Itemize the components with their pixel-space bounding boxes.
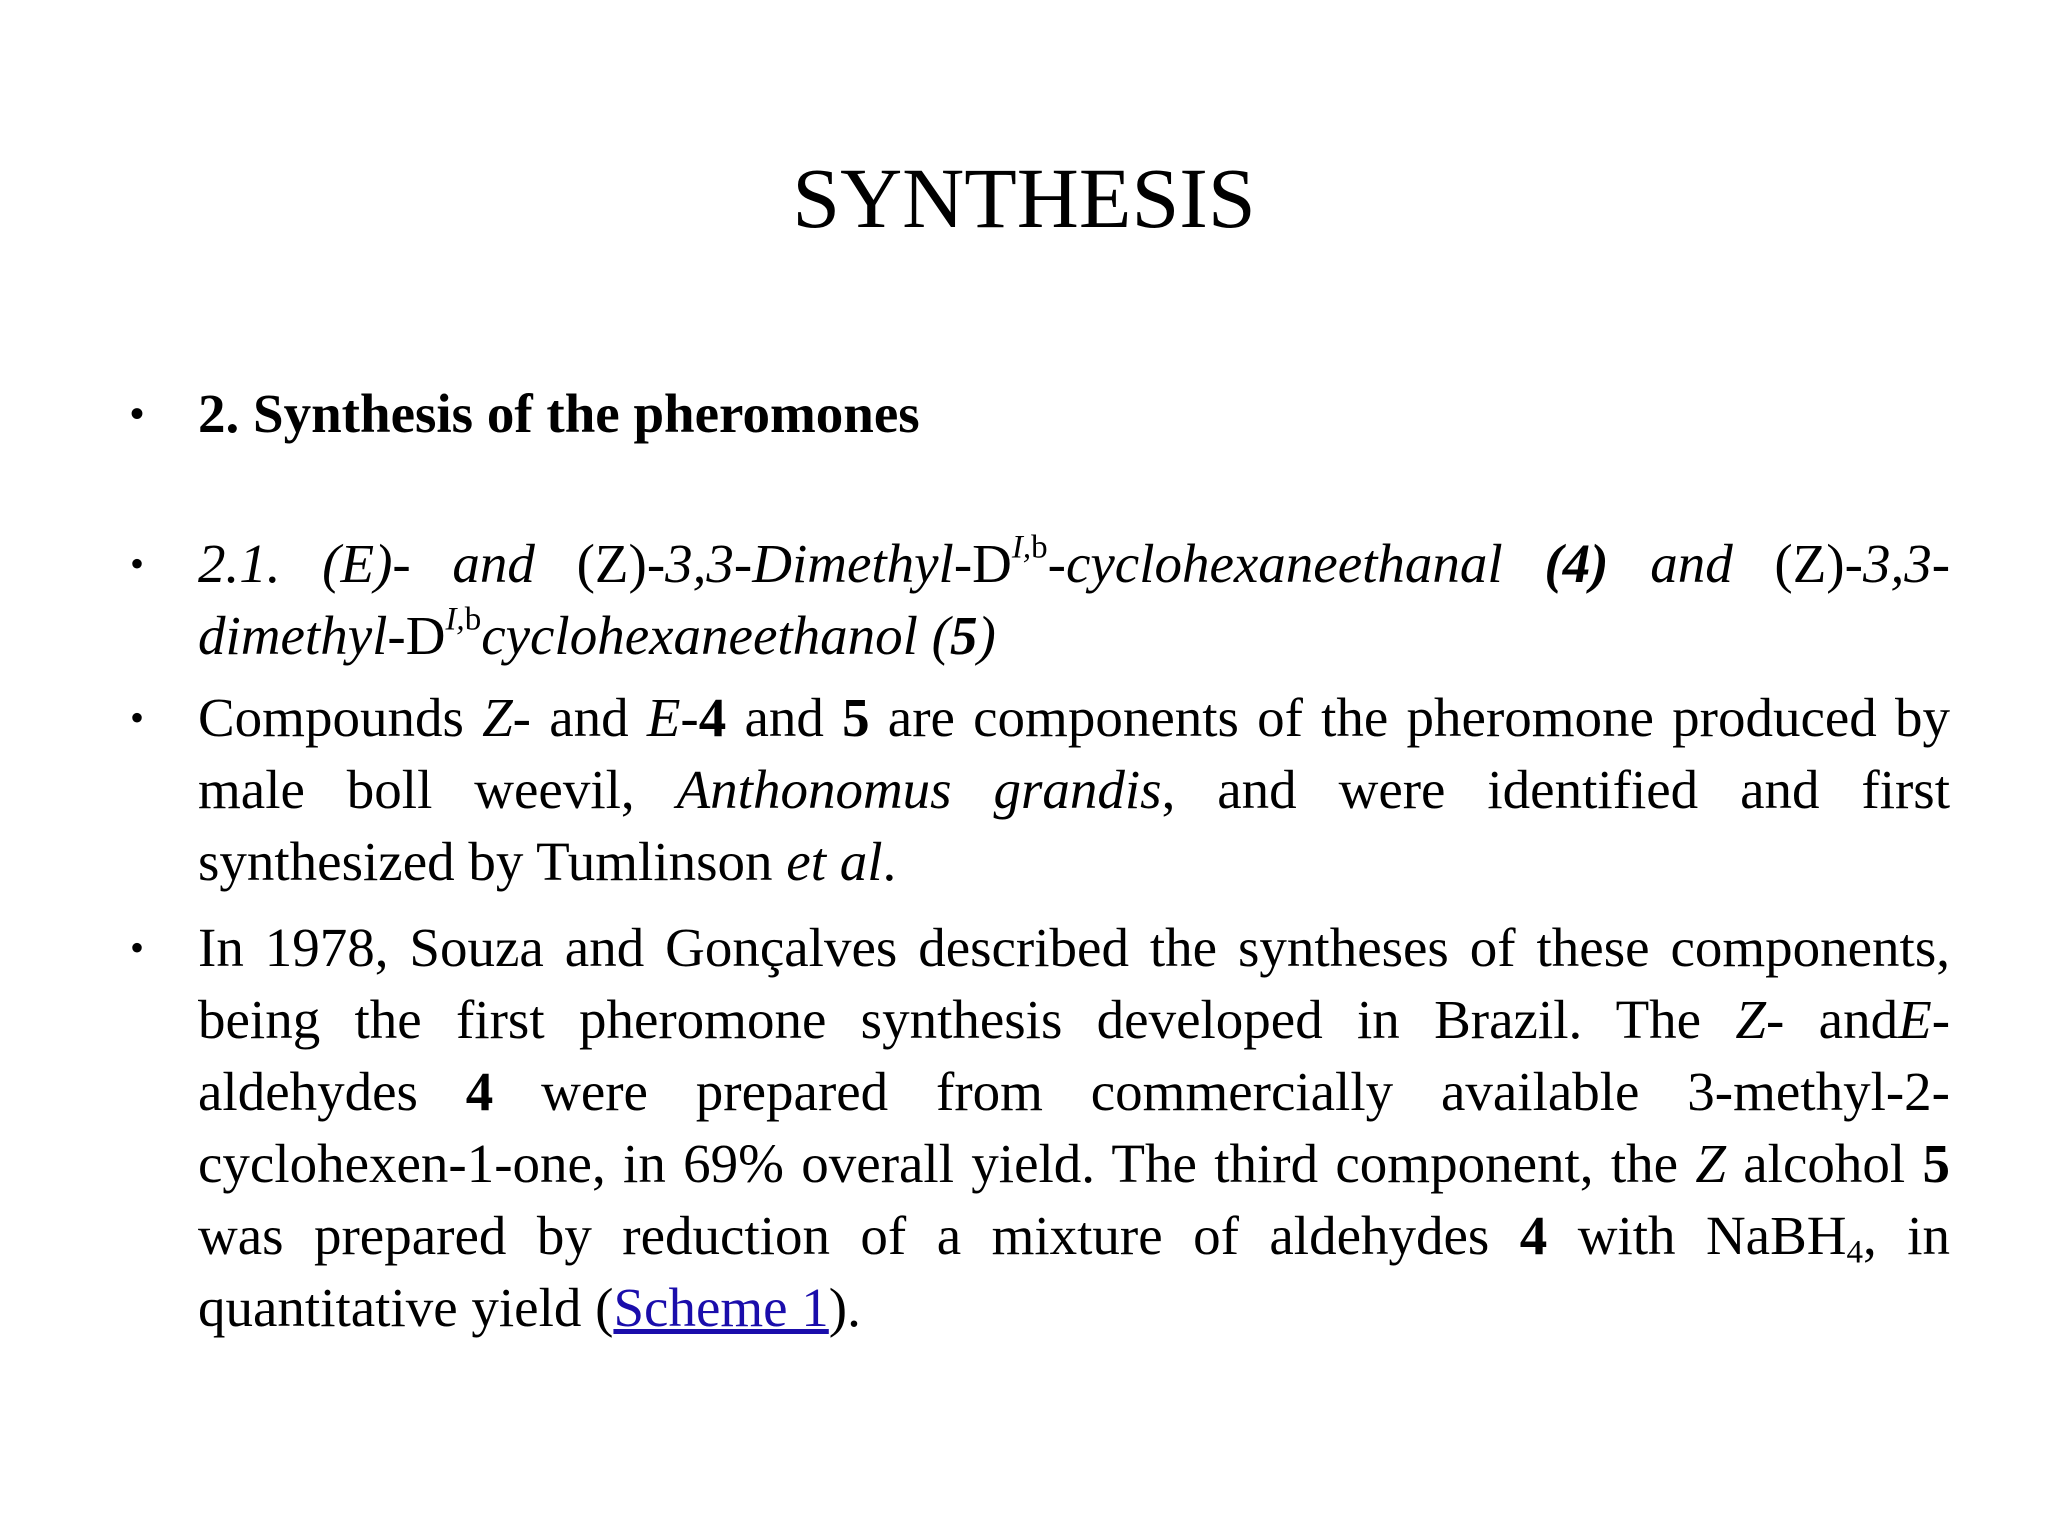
slide-title: SYNTHESIS (792, 150, 1256, 246)
paragraph-text: - (680, 687, 699, 748)
species-name: Anthonomus grandis (676, 759, 1162, 820)
subheading-part: 2.1. (E)- and (198, 533, 577, 594)
compound-number: 5 (949, 605, 978, 666)
paragraph-text: In 1978, Souza and Gonçalves described the syntheses of these components, being the first pheromone synthesis developed in Brazil. The (198, 917, 1950, 1050)
subheading-part: D (972, 533, 1012, 594)
paragraph-text: Z (1695, 1133, 1726, 1194)
bullet-item-history (130, 912, 1950, 1344)
compound-number: 5 (842, 687, 870, 748)
paragraph-text: Z (482, 687, 513, 748)
bullet-item-heading (130, 378, 1950, 450)
paragraph-text: and (726, 687, 843, 748)
compound-number: 4 (1519, 1205, 1548, 1266)
paragraph-text: was prepared by reduction of a mixture of aldehydes (198, 1205, 1520, 1266)
paragraph-text: with NaBH (1547, 1205, 1847, 1266)
paragraph-text: -aldehydes (198, 989, 1951, 1122)
subheading-part: -cyclohexaneethanal (1047, 533, 1545, 594)
bullet-icon: • (130, 695, 145, 740)
paragraph-text: are components of the pheromone produced by male boll weevil, (198, 687, 1950, 820)
compound-number: 4 (465, 1061, 494, 1122)
paragraph-text: - and (1766, 989, 1899, 1050)
subheading-part: cyclohexaneethanol ( (481, 605, 950, 666)
paragraph-text: E (646, 687, 681, 748)
paragraph-text: ). (828, 1277, 861, 1338)
bullet-item-subheading (130, 528, 1950, 672)
paragraph-text: , and were identified and first synthesized by Tumlinson (198, 759, 1950, 892)
subheading-part: 3,3-Dimethyl- (665, 533, 973, 594)
subheading-part: ) (977, 605, 996, 666)
paragraph-text: et al (786, 831, 883, 892)
scheme-1-link[interactable]: Scheme 1 (613, 1277, 829, 1338)
paragraph-text: were prepared from commercially available 3-methyl-2-cyclohexen-1-one, in 69% overall yield. The third component, the (198, 1061, 1950, 1194)
paragraph-text: - and (512, 687, 647, 748)
superscript: I,b (1011, 529, 1048, 566)
compound-number: 5 (1922, 1133, 1950, 1194)
bullet-list (130, 378, 1950, 1344)
subscript: 4 (1846, 1234, 1863, 1271)
subheading-part: 3,3-dimethyl- (198, 533, 1951, 666)
subheading-part: (Z)- (1774, 533, 1863, 594)
paragraph-text: Z (1735, 989, 1767, 1050)
bullet-icon: • (130, 391, 145, 436)
paragraph-text: alcohol (1725, 1133, 1923, 1194)
compound-number: (4) (1544, 533, 1609, 594)
paragraph-text: . (882, 831, 897, 892)
paragraph-text: , in quantitative yield ( (198, 1205, 1950, 1338)
compound-number: 4 (698, 687, 727, 748)
bullet-icon: • (130, 541, 145, 586)
bullet-icon: • (130, 925, 145, 970)
superscript: I,b (445, 601, 482, 638)
subheading-part: and (1608, 533, 1775, 594)
paragraph-text: E (1898, 989, 1932, 1050)
subheading-part: (Z)- (576, 533, 666, 594)
section-heading: 2. Synthesis of the pheromones (198, 383, 920, 444)
subheading-part: D (405, 605, 446, 666)
paragraph-text: Compounds (198, 687, 483, 748)
bullet-item-compounds (130, 682, 1950, 898)
